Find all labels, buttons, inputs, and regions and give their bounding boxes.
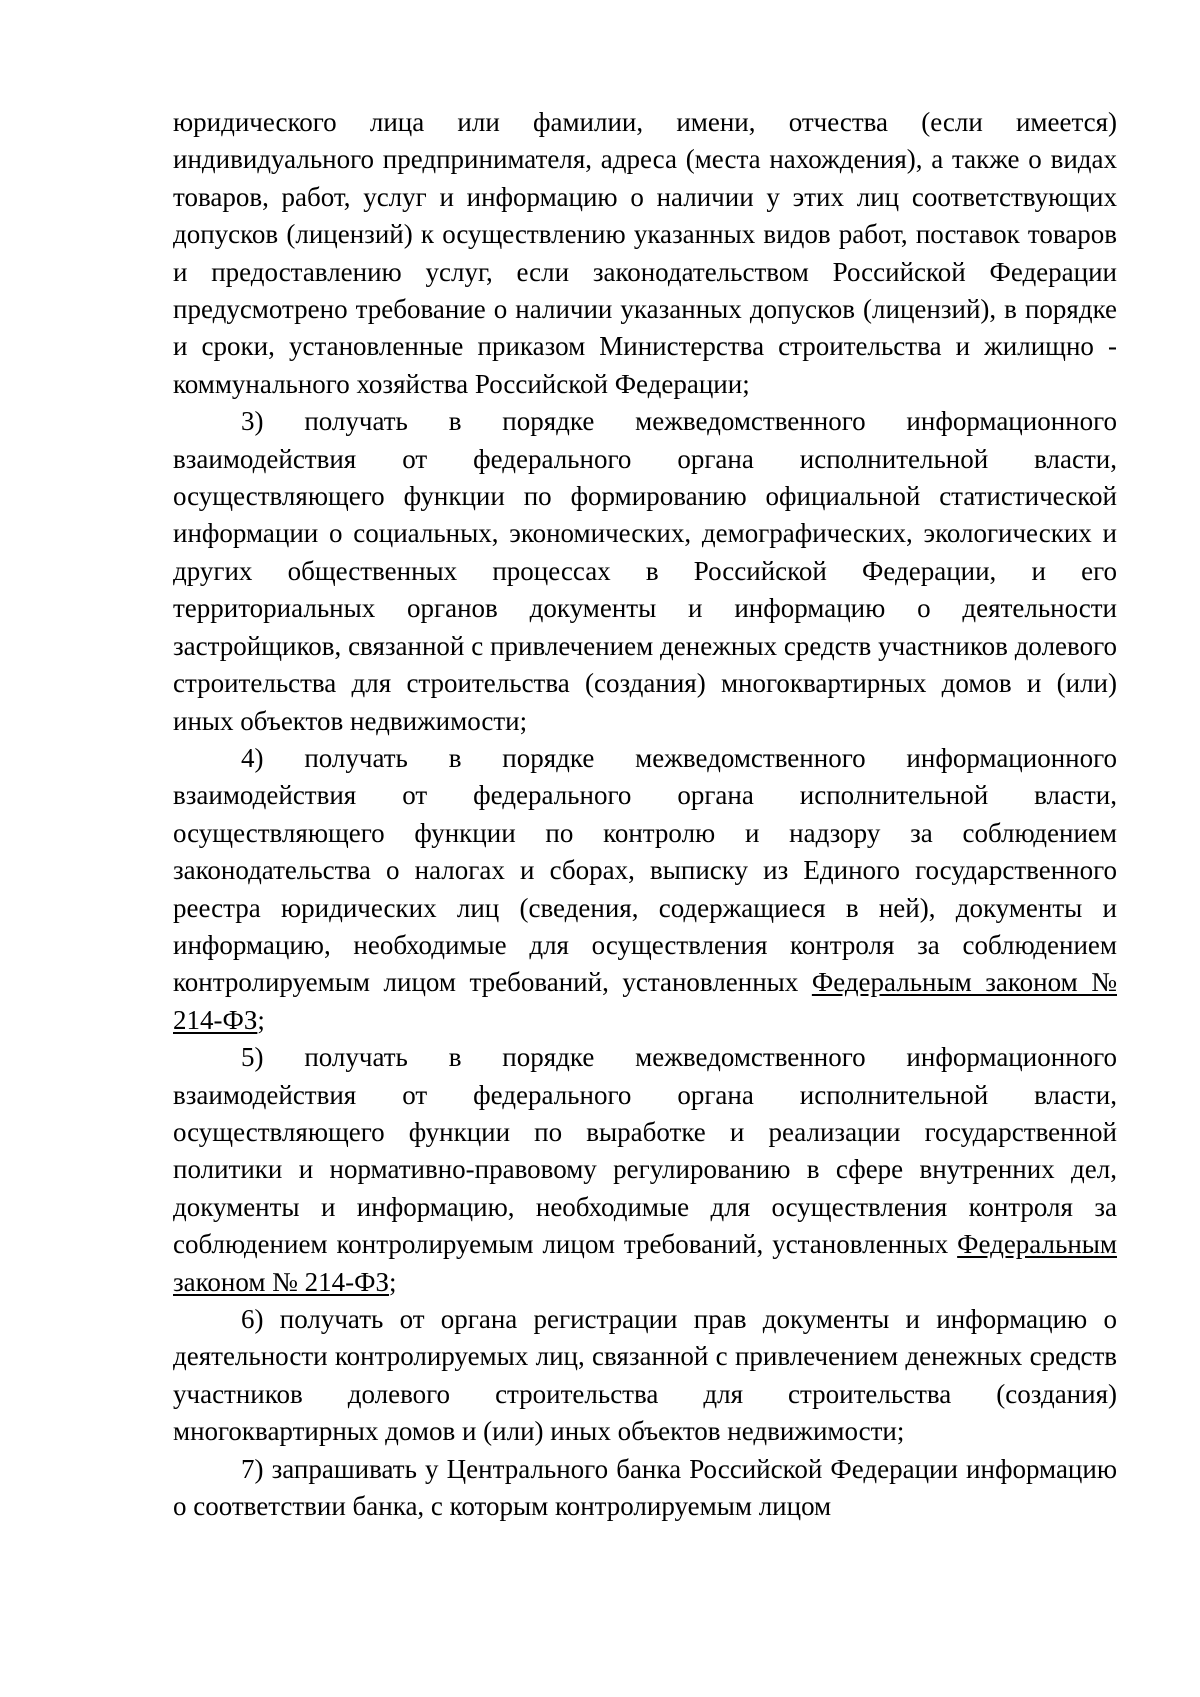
paragraph-item-6	[173, 1301, 1117, 1451]
paragraph-item-7	[173, 1451, 1117, 1526]
paragraph-item-3	[173, 403, 1117, 740]
paragraph-text: 3) получать в порядке межведомственного информационного взаимодействия от федерального органа исполнительной власти, осуществляющего функции по формированию официальной статистической информации о социальных, экономических, демографических, экологических и других общественных процессах в Российской Федерации, и его территориальных органов документы и информацию о деятельности застройщиков, связанной с привлечением денежных средств участников долевого строительства для строительства (создания) многоквартирных домов и (или) иных объектов недвижимости;	[173, 406, 1117, 736]
federal-law-link[interactable]: Федеральным законом № 214-ФЗ	[173, 967, 1117, 1035]
paragraph-continuation	[173, 104, 1117, 403]
paragraph-item-4	[173, 740, 1117, 1039]
paragraph-text: юридического лица или фамилии, имени, отчества (если имеется) индивидуального предпринимателя, адреса (места нахождения), а также о видах товаров, работ, услуг и информацию о наличии у этих лиц соответствующих допусков (лицензий) к осуществлению указанных видов работ, поставок товаров и предоставлению услуг, если законодательством Российской Федерации предусмотрено требование о наличии указанных допусков (лицензий), в порядке и сроки, установленные приказом Министерства строительства и жилищно - коммунального хозяйства Российской Федерации;	[173, 107, 1117, 399]
paragraph-text: 4) получать в порядке межведомственного информационного взаимодействия от федерального органа исполнительной власти, осуществляющего функции по контролю и надзору за соблюдением законодательства о налогах и сборах, выписку из Единого государственного реестра юридических лиц (сведения, содержащиеся в ней), документы и информацию, необходимые для осуществления контроля за соблюдением контролируемым лицом требований, установленных	[173, 742, 1117, 998]
paragraph-item-5	[173, 1039, 1117, 1301]
paragraph-text: 6) получать от органа регистрации прав документы и информацию о деятельности контролируемых лиц, связанной с привлечением денежных средств участников долевого строительства для строительства (создания) многоквартирных домов и (или) иных объектов недвижимости;	[173, 1304, 1117, 1447]
paragraph-tail: ;	[257, 1004, 265, 1035]
document-page	[173, 104, 1117, 1525]
federal-law-link[interactable]: Федеральным законом № 214-ФЗ	[173, 1229, 1117, 1297]
paragraph-text: 7) запрашивать у Центрального банка Российской Федерации информацию о соответствии банка, с которым контролируемым лицом	[173, 1453, 1117, 1522]
paragraph-tail: ;	[389, 1266, 397, 1297]
paragraph-text: 5) получать в порядке межведомственного информационного взаимодействия от федерального органа исполнительной власти, осуществляющего функции по выработке и реализации государственной политики и нормативно-правовому регулированию в сфере внутренних дел, документы и информацию, необходимые для осуществления контроля за соблюдением контролируемым лицом требований, установленных	[173, 1042, 1117, 1260]
